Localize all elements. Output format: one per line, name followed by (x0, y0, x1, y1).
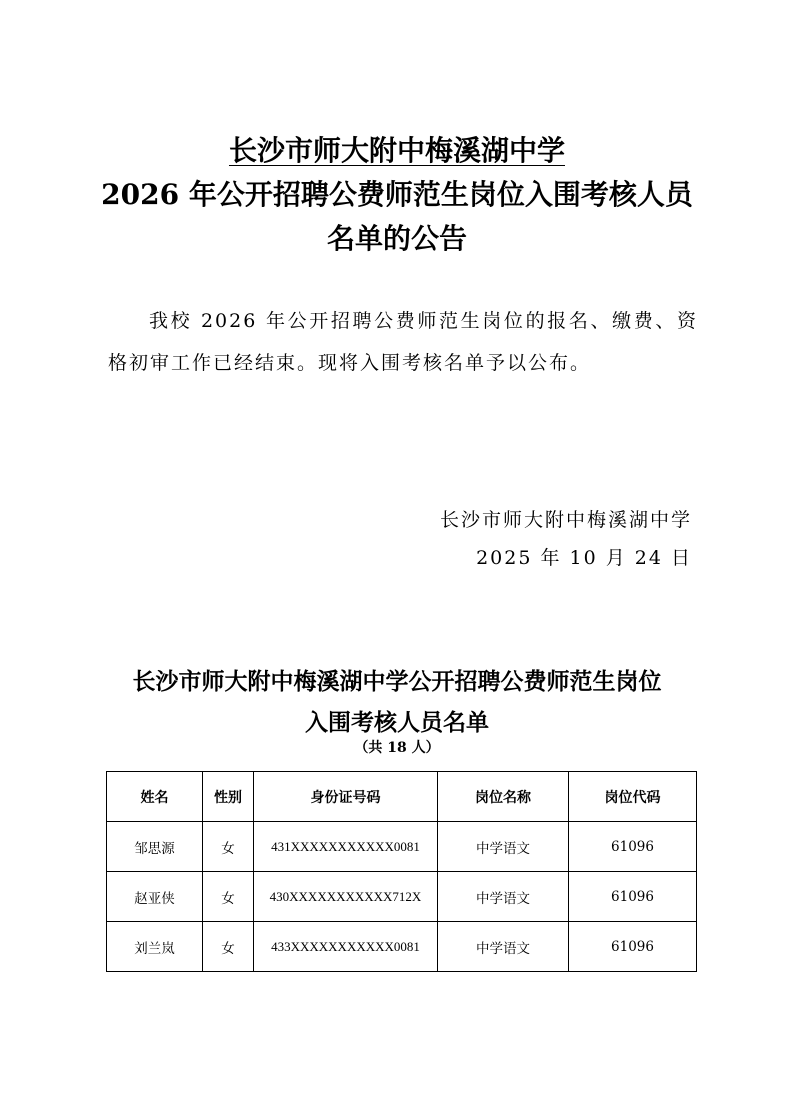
header-gender: 性别 (203, 772, 254, 822)
table-row (107, 822, 697, 872)
cell-id-number: 430XXXXXXXXXXX712X (254, 872, 438, 922)
list-title-line2: 入围考核人员名单 (305, 709, 489, 736)
notice-title-line1 (0, 130, 794, 172)
notice-title-line2: 2026 年公开招聘公费师范生岗位入围考核人员 (101, 178, 693, 211)
signature-organization: 长沙市师大附中梅溪湖中学 (439, 509, 692, 531)
cell-gender: 女 (203, 822, 254, 872)
cell-name: 赵亚侠 (107, 872, 203, 922)
signature-date: 2025 年 10 月 24 日 (476, 547, 692, 569)
cell-name: 邹思源 (107, 822, 203, 872)
header-name: 姓名 (107, 772, 203, 822)
header-position-name: 岗位名称 (438, 772, 569, 822)
notice-body-paragraph: 我校 2026 年公开招聘公费师范生岗位的报名、缴费、资格初审工作已经结束。现将入围考核名单予以公布。 (108, 310, 698, 374)
header-id-number: 身份证号码 (254, 772, 438, 822)
notice-title-line3: 名单的公告 (326, 222, 467, 255)
cell-position-name: 中学语文 (438, 872, 569, 922)
cell-position-name: 中学语文 (438, 822, 569, 872)
candidate-table (106, 771, 697, 972)
cell-position-name: 中学语文 (438, 922, 569, 972)
table-row (107, 872, 697, 922)
table-header-row (107, 772, 697, 822)
cell-position-code: 61096 (569, 822, 697, 872)
cell-id-number: 433XXXXXXXXXXX0081 (254, 922, 438, 972)
table-row (107, 922, 697, 972)
cell-position-code: 61096 (569, 922, 697, 972)
notice-title-school: 长沙市师大附中梅溪湖中学 (228, 134, 565, 167)
list-count: （共 18 人） (354, 740, 440, 756)
cell-gender: 女 (203, 872, 254, 922)
header-position-code: 岗位代码 (569, 772, 697, 822)
list-title-line1: 长沙市师大附中梅溪湖中学公开招聘公费师范生岗位 (132, 668, 662, 695)
cell-name: 刘兰岚 (107, 922, 203, 972)
cell-gender: 女 (203, 922, 254, 972)
cell-position-code: 61096 (569, 872, 697, 922)
cell-id-number: 431XXXXXXXXXXX0081 (254, 822, 438, 872)
